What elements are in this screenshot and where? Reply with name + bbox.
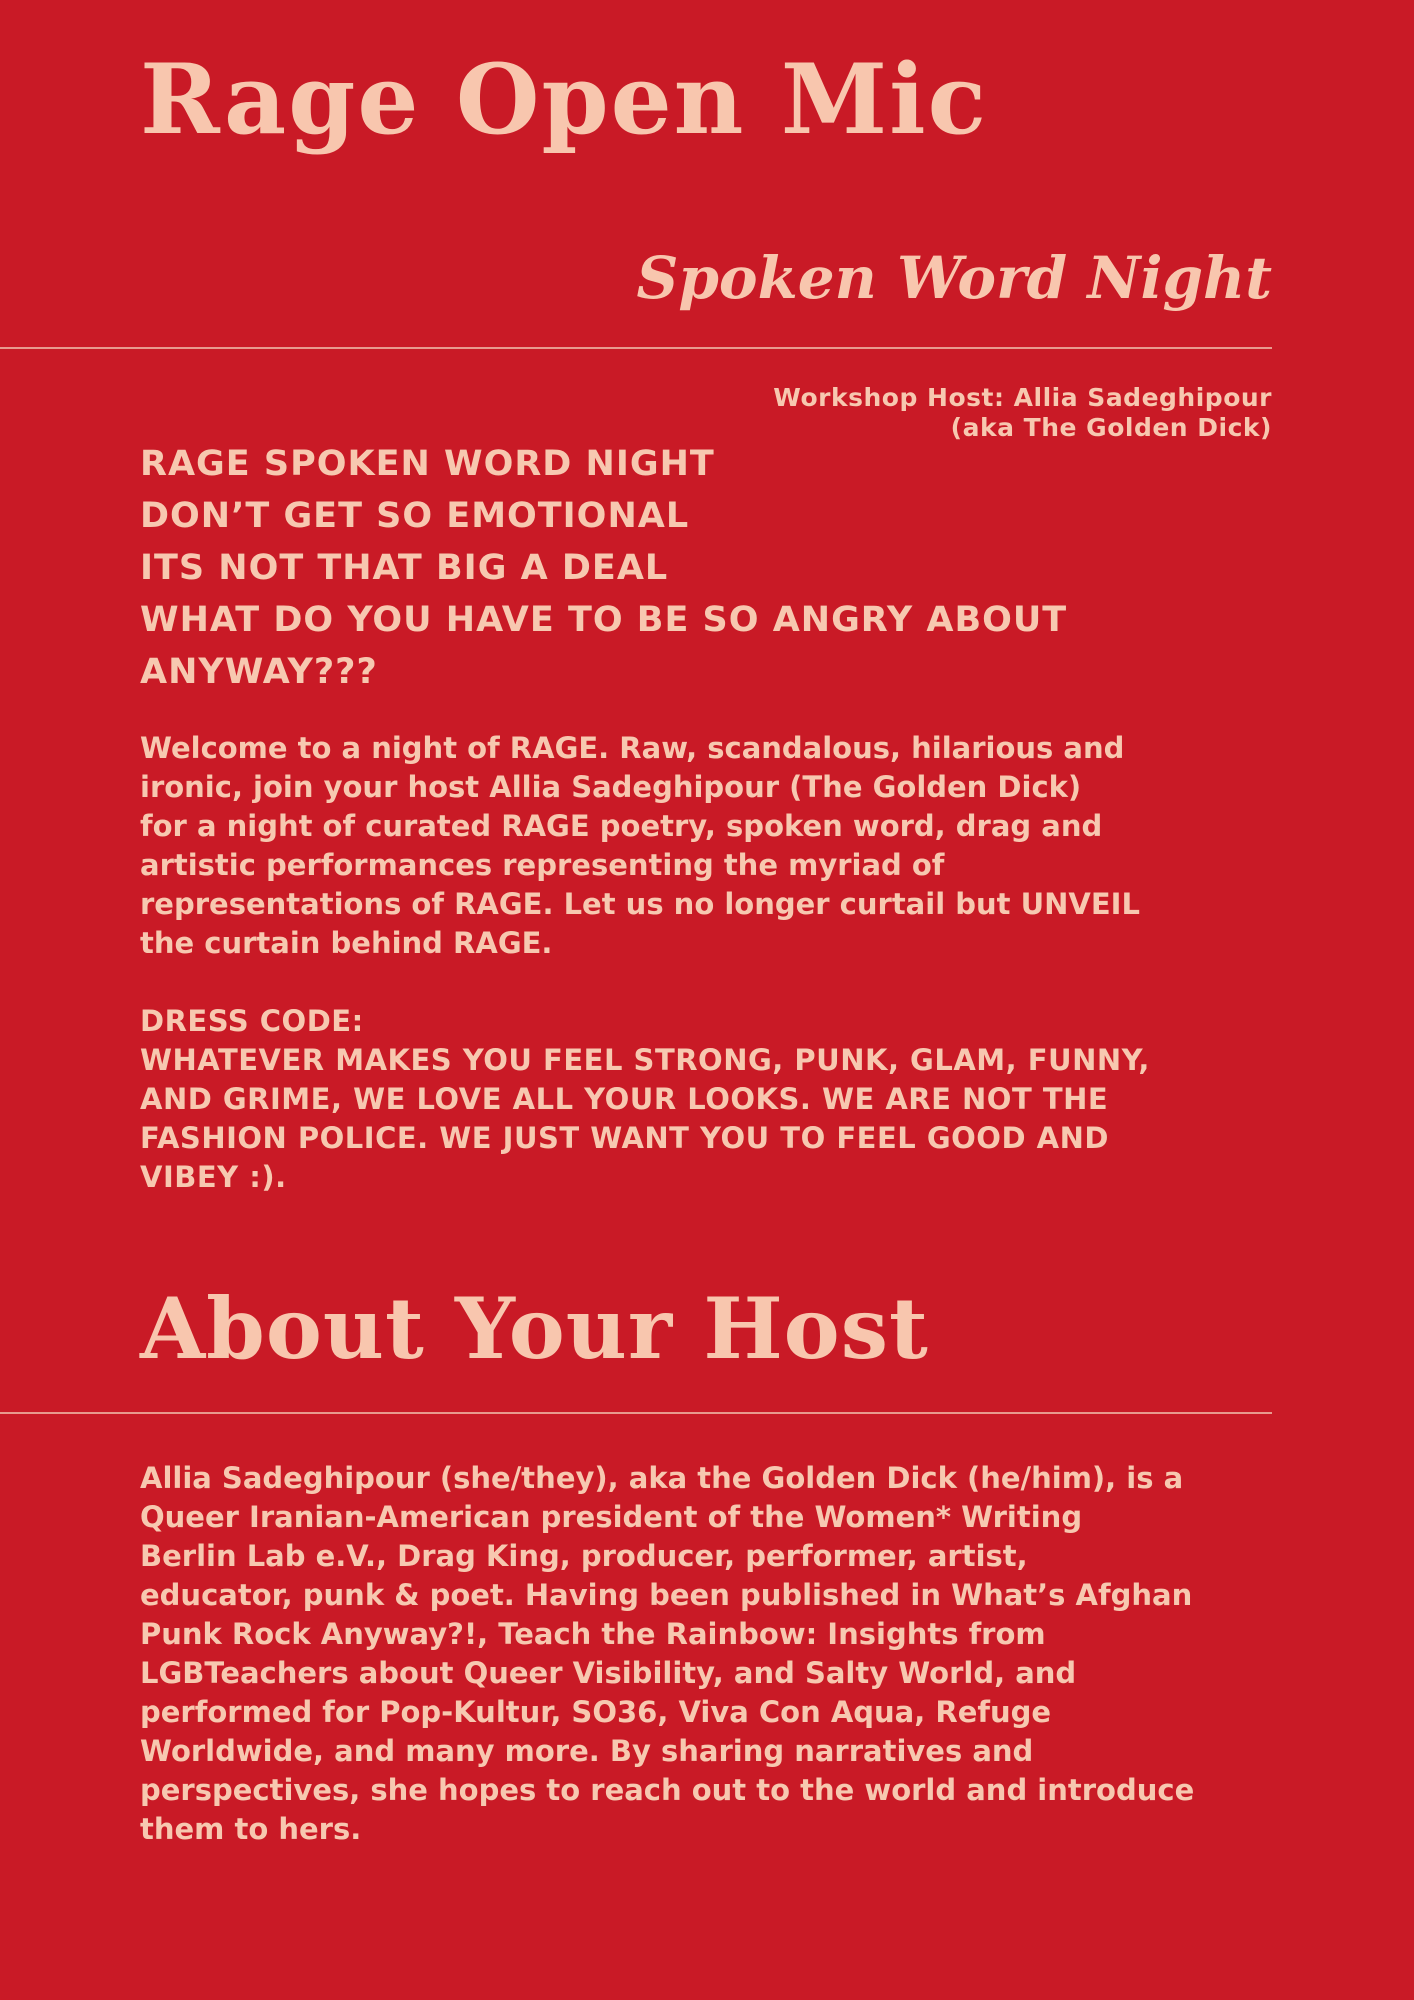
welcome-line: artistic performances representing the myriad of <box>140 848 945 882</box>
divider-top <box>0 347 1272 349</box>
dress-code-line: VIBEY :). <box>140 1160 287 1194</box>
dress-code-line: FASHION POLICE. WE JUST WANT YOU TO FEEL GOOD AND <box>140 1121 1109 1155</box>
bio-line: LGBTeachers about Queer Visibility, and Salty World, and <box>140 1656 1077 1690</box>
bio-line: them to hers. <box>140 1812 362 1846</box>
welcome-line: the curtain behind RAGE. <box>140 926 553 960</box>
page-title: Rage Open Mic <box>140 43 989 156</box>
dress-code-heading: DRESS CODE: <box>140 1004 364 1038</box>
page-subtitle: Spoken Word Night <box>636 244 1272 312</box>
host-bio <box>140 1459 1290 1849</box>
divider-bottom <box>0 1412 1272 1414</box>
shout-line: ANYWAY??? <box>140 652 378 692</box>
shout-line: WHAT DO YOU HAVE TO BE SO ANGRY ABOUT <box>140 600 1068 640</box>
shout-line: DON’T GET SO EMOTIONAL <box>140 496 690 536</box>
bio-line: Berlin Lab e.V., Drag King, producer, performer, artist, <box>140 1539 1028 1573</box>
welcome-line: for a night of curated RAGE poetry, spoken word, drag and <box>140 809 1103 843</box>
bio-line: educator, punk & poet. Having been published in What’s Afghan <box>140 1578 1193 1612</box>
shout-line: RAGE SPOKEN WORD NIGHT <box>140 444 715 484</box>
host-credit-line-2: (aka The Golden Dick) <box>950 413 1272 442</box>
bio-line: Worldwide, and many more. By sharing narratives and <box>140 1734 1034 1768</box>
bio-line: Allia Sadeghipour (she/they), aka the Golden Dick (he/him), is a <box>140 1461 1184 1495</box>
welcome-line: representations of RAGE. Let us no longer curtail but UNVEIL <box>140 887 1140 921</box>
bio-line: Punk Rock Anyway?!, Teach the Rainbow: Insights from <box>140 1617 1046 1651</box>
bio-line: performed for Pop-Kultur, SO36, Viva Con Aqua, Refuge <box>140 1695 1052 1729</box>
host-credit <box>773 383 1272 443</box>
host-credit-line-1: Workshop Host: Allia Sadeghipour <box>773 383 1272 412</box>
dress-code-line: AND GRIME, WE LOVE ALL YOUR LOOKS. WE ARE NOT THE <box>140 1082 1109 1116</box>
dress-code <box>140 1002 1290 1197</box>
bio-line: perspectives, she hopes to reach out to the world and introduce <box>140 1773 1195 1807</box>
welcome-line: ironic, join your host Allia Sadeghipour (The Golden Dick) <box>140 770 1082 804</box>
shout-line: ITS NOT THAT BIG A DEAL <box>140 548 669 588</box>
dress-code-line: WHATEVER MAKES YOU FEEL STRONG, PUNK, GLAM, FUNNY, <box>140 1043 1150 1077</box>
bio-line: Queer Iranian-American president of the Women* Writing <box>140 1500 1083 1534</box>
shout-lines <box>140 438 1280 698</box>
welcome-paragraph <box>140 729 1290 963</box>
welcome-line: Welcome to a night of RAGE. Raw, scandalous, hilarious and <box>140 731 1125 765</box>
about-title: About Your Host <box>140 1279 929 1378</box>
